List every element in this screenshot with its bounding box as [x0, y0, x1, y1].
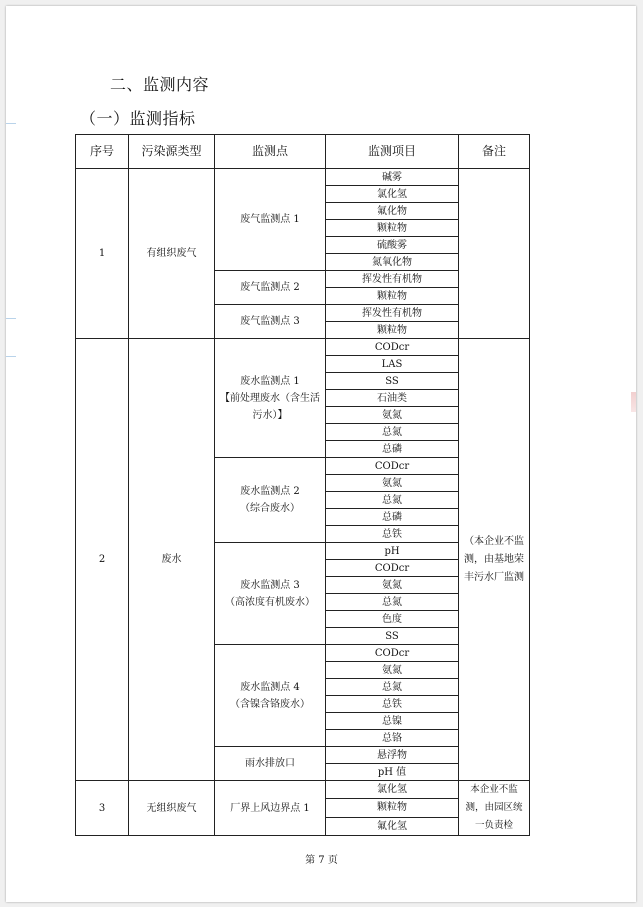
table-body: [76, 169, 530, 836]
table-row: [76, 781, 530, 799]
monitoring-item-cell: SS: [326, 373, 459, 390]
header-no: 序号: [76, 135, 129, 169]
table-row: [76, 169, 530, 186]
monitoring-item-cell: 总磷: [326, 441, 459, 458]
source-type-cell: 有组织废气: [129, 169, 215, 339]
section-heading: 二、监测内容: [110, 75, 210, 94]
monitoring-item-cell: 氟化物: [326, 203, 459, 220]
scan-edge-mark: [6, 356, 16, 357]
row-number-cell: 1: [76, 169, 129, 339]
monitoring-item-cell: 总铁: [326, 696, 459, 713]
monitoring-item-cell: SS: [326, 628, 459, 645]
monitoring-item-cell: CODcr: [326, 560, 459, 577]
monitoring-point-cell: 雨水排放口: [215, 747, 326, 781]
monitoring-item-cell: 总镍: [326, 713, 459, 730]
monitoring-item-cell: pH: [326, 543, 459, 560]
monitoring-item-cell: 碱雾: [326, 169, 459, 186]
source-type-cell: 废水: [129, 339, 215, 781]
monitoring-item-cell: pH 值: [326, 764, 459, 781]
monitoring-item-cell: 颗粒物: [326, 288, 459, 305]
monitoring-item-cell: CODcr: [326, 458, 459, 475]
monitoring-item-cell: 总氮: [326, 594, 459, 611]
monitoring-point-cell: 废气监测点 3: [215, 305, 326, 339]
source-type-cell: 无组织废气: [129, 781, 215, 836]
monitoring-point-cell: 厂界上风边界点 1: [215, 781, 326, 836]
monitoring-item-cell: 氨氮: [326, 475, 459, 492]
monitoring-item-cell: 硫酸雾: [326, 237, 459, 254]
monitoring-item-cell: CODcr: [326, 339, 459, 356]
header-remarks: 备注: [459, 135, 530, 169]
subsection-heading: （一）监测指标: [80, 109, 196, 128]
monitoring-item-cell: 色度: [326, 611, 459, 628]
monitoring-item-cell: 颗粒物: [326, 799, 459, 817]
page-number: 第 7 页: [305, 855, 338, 866]
remarks-cell: （本企业不监测，由基地荣丰污水厂监测: [459, 339, 530, 781]
monitoring-point-cell: 废气监测点 2: [215, 271, 326, 305]
row-number-cell: 3: [76, 781, 129, 836]
monitoring-point-cell: 废水监测点 4 （含镍含铬废水）: [215, 645, 326, 747]
monitoring-item-cell: CODcr: [326, 645, 459, 662]
monitoring-item-cell: 挥发性有机物: [326, 271, 459, 288]
scan-edge-mark: [6, 318, 16, 319]
monitoring-item-cell: 氨氮: [326, 407, 459, 424]
monitoring-point-cell: 废气监测点 1: [215, 169, 326, 271]
monitoring-item-cell: 总氮: [326, 492, 459, 509]
monitoring-item-cell: 氟化氢: [326, 817, 459, 835]
header-monitoring-point: 监测点: [215, 135, 326, 169]
monitoring-item-cell: LAS: [326, 356, 459, 373]
monitoring-item-cell: 氨氮: [326, 662, 459, 679]
monitoring-item-cell: 颗粒物: [326, 322, 459, 339]
row-number-cell: 2: [76, 339, 129, 781]
table-header-row: [76, 135, 530, 169]
header-monitoring-item: 监测项目: [326, 135, 459, 169]
monitoring-item-cell: 悬浮物: [326, 747, 459, 764]
monitoring-item-cell: 总氮: [326, 424, 459, 441]
monitoring-point-cell: 废水监测点 2 （综合废水）: [215, 458, 326, 543]
monitoring-item-cell: 颗粒物: [326, 220, 459, 237]
monitoring-table: [75, 134, 530, 836]
monitoring-item-cell: 氯化氢: [326, 781, 459, 799]
monitoring-item-cell: 总铁: [326, 526, 459, 543]
monitoring-item-cell: 石油类: [326, 390, 459, 407]
monitoring-point-cell: 废水监测点 1 【前处理废水（含生活污水）】: [215, 339, 326, 458]
monitoring-item-cell: 氨氮: [326, 577, 459, 594]
monitoring-item-cell: 总铬: [326, 730, 459, 747]
seal-edge-mark: [631, 392, 636, 412]
remarks-cell: [459, 169, 530, 339]
monitoring-item-cell: 氯化氢: [326, 186, 459, 203]
header-source-type: 污染源类型: [129, 135, 215, 169]
scan-edge-mark: [6, 123, 16, 124]
monitoring-item-cell: 总氮: [326, 679, 459, 696]
monitoring-item-cell: 氮氧化物: [326, 254, 459, 271]
remarks-cell: 本企业不监测，由园区统一负责检: [459, 781, 530, 836]
monitoring-point-cell: 废水监测点 3 （高浓度有机废水）: [215, 543, 326, 645]
table-row: [76, 339, 530, 356]
monitoring-item-cell: 总磷: [326, 509, 459, 526]
monitoring-item-cell: 挥发性有机物: [326, 305, 459, 322]
